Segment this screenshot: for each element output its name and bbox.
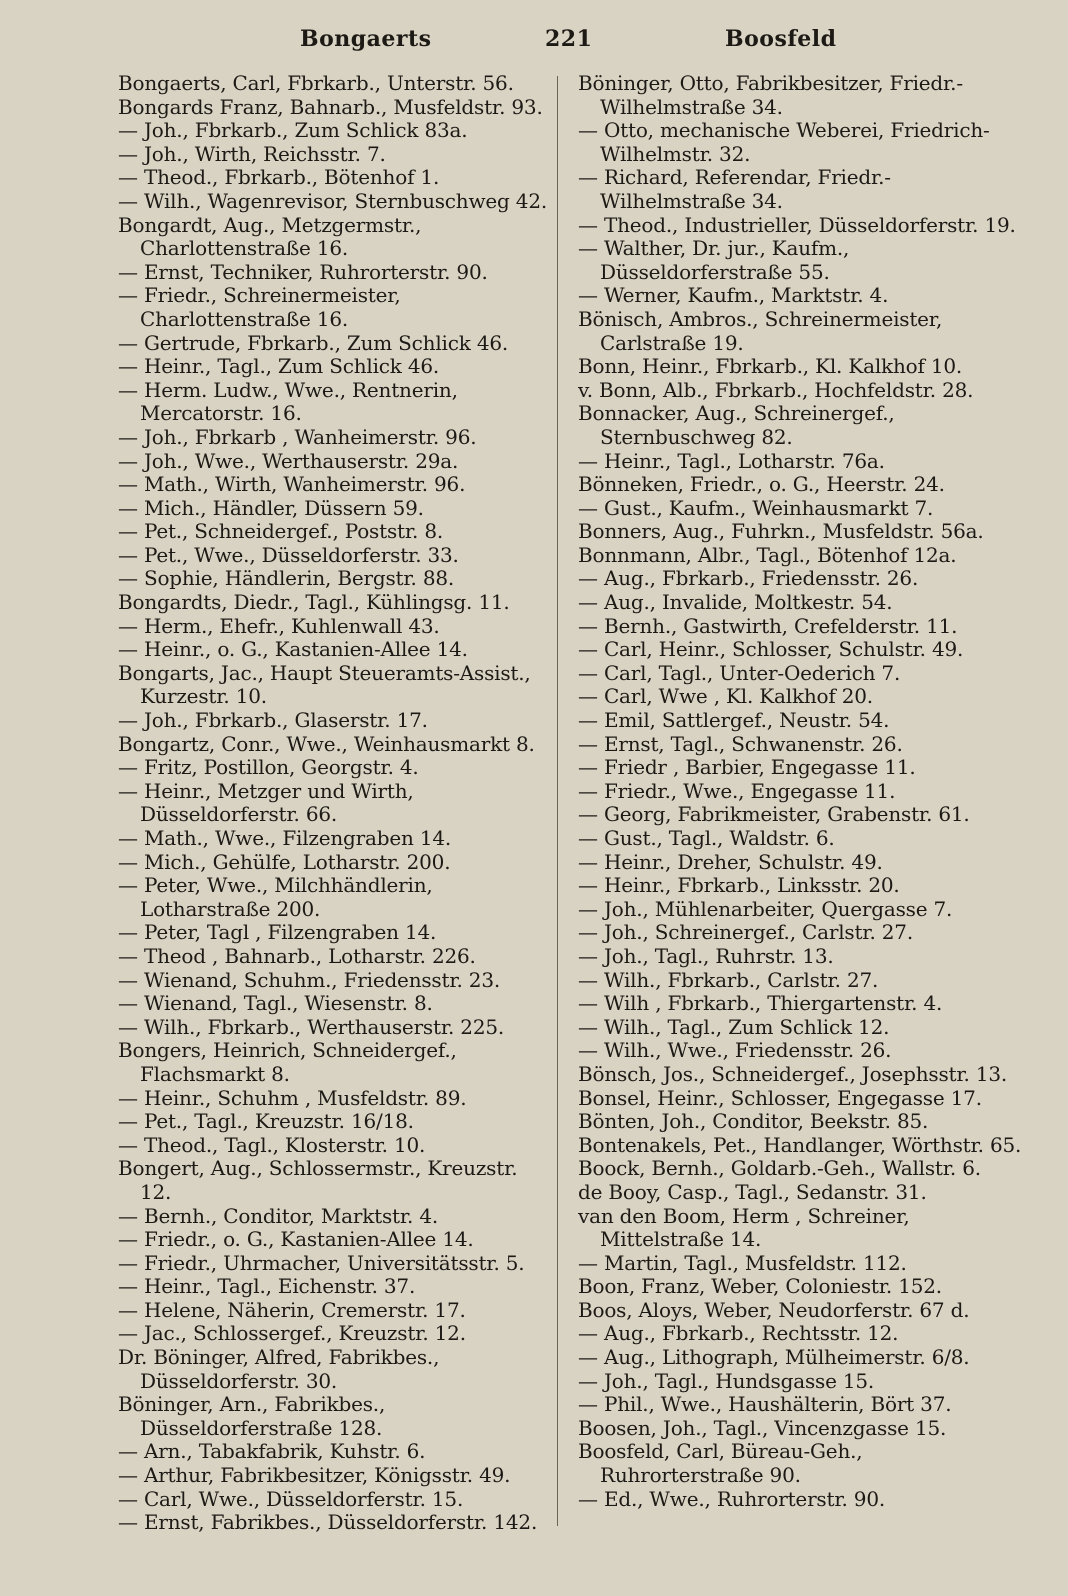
directory-entry: — Richard, Referendar, Friedr.-Wilhelmstraße 34.: [578, 165, 891, 213]
directory-entry: — Jac., Schlossergef., Kreuzstr. 12.: [118, 1321, 466, 1346]
directory-entry: — Walther, Dr. jur., Kaufm., Düsseldorferstraße 55.: [578, 236, 850, 284]
directory-entry: — Joh., Tagl., Hundsgasse 15.: [578, 1368, 875, 1393]
directory-entry: Bongarts, Jac., Haupt Steueramts-Assist., Kurzestr. 10.: [118, 660, 531, 709]
directory-entry: Bönisch, Ambros., Schreinermeister, Carlstraße 19.: [578, 306, 943, 355]
directory-entry: — Heinr., Metzger und Wirth, Düsseldorferstr. 66.: [118, 778, 414, 827]
column-divider: [557, 76, 558, 1526]
directory-entry: — Heinr., Fbrkarb., Linksstr. 20.: [578, 873, 900, 898]
directory-entry: — Emil, Sattlergef., Neustr. 54.: [578, 708, 890, 733]
left-column: [118, 72, 548, 1582]
directory-entry: — Wienand, Schuhm., Friedensstr. 23.: [118, 967, 501, 992]
directory-entry: — Friedr., Uhrmacher, Universitätsstr. 5.: [118, 1250, 525, 1275]
directory-entry: — Friedr., Wwe., Engegasse 11.: [578, 778, 896, 803]
directory-entry: — Heinr., o. G., Kastanien-Allee 14.: [118, 637, 468, 662]
directory-entry: v. Bonn, Alb., Fbrkarb., Hochfeldstr. 28.: [578, 377, 974, 402]
directory-entry: — Heinr., Tagl., Lotharstr. 76a.: [578, 448, 885, 473]
directory-entry: — Heinr., Schuhm , Musfeldstr. 89.: [118, 1085, 467, 1110]
directory-entry: Bonn, Heinr., Fbrkarb., Kl. Kalkhof 10.: [578, 354, 963, 379]
header-right-keyword: Boosfeld: [725, 26, 837, 52]
directory-entry: — Herm., Ehefr., Kuhlenwall 43.: [118, 613, 440, 638]
directory-entry: — Ernst, Techniker, Ruhrorterstr. 90.: [118, 259, 488, 284]
directory-entry: — Theod., Industrieller, Düsseldorferstr. 19.: [578, 212, 1016, 237]
directory-entry: — Carl, Tagl., Unter-Oederich 7.: [578, 660, 901, 685]
directory-entry: Bönsch, Jos., Schneidergef., Josephsstr. 13.: [578, 1061, 1008, 1086]
directory-entry: — Martin, Tagl., Musfeldstr. 112.: [578, 1250, 907, 1275]
directory-entry: — Math., Wwe., Filzengraben 14.: [118, 826, 452, 850]
directory-entry: — Pet., Wwe., Düsseldorferstr. 33.: [118, 542, 459, 567]
directory-entry: — Carl, Wwe , Kl. Kalkhof 20.: [578, 684, 873, 709]
directory-entry: — Wilh , Fbrkarb., Thiergartenstr. 4.: [578, 991, 943, 1016]
directory-entry: Bongers, Heinrich, Schneidergef., Flachsmarkt 8.: [118, 1038, 457, 1086]
directory-entry: — Joh., Fbrkarb , Wanheimerstr. 96.: [118, 424, 477, 449]
directory-entry: — Wilh., Fbrkarb., Carlstr. 27.: [578, 967, 879, 992]
directory-entry: — Heinr., Tagl., Eichenstr. 37.: [118, 1274, 416, 1299]
directory-entry: van den Boom, Herm , Schreiner, Mittelstraße 14.: [578, 1203, 910, 1252]
directory-entry: — Gust., Tagl., Waldstr. 6.: [578, 826, 835, 850]
right-column: [578, 72, 1023, 1582]
directory-entry: — Friedr., Schreinermeister, Charlottenstraße 16.: [118, 283, 401, 331]
directory-entry: Boock, Bernh., Goldarb.-Geh., Wallstr. 6.: [578, 1156, 981, 1181]
directory-entry: — Theod , Bahnarb., Lotharstr. 226.: [118, 943, 476, 968]
directory-entry: — Carl, Wwe., Düsseldorferstr. 15.: [118, 1486, 464, 1511]
directory-entry: Bongards Franz, Bahnarb., Musfeldstr. 93.: [118, 94, 543, 119]
directory-entry: — Carl, Heinr., Schlosser, Schulstr. 49.: [578, 637, 964, 662]
directory-entry: — Wilh., Tagl., Zum Schlick 12.: [578, 1014, 890, 1039]
directory-entry: — Bernh., Conditor, Marktstr. 4.: [118, 1203, 439, 1228]
directory-entry: — Aug., Fbrkarb., Friedensstr. 26.: [578, 566, 919, 591]
directory-entry: — Mich., Gehülfe, Lotharstr. 200.: [118, 849, 451, 874]
directory-entry: Bönten, Joh., Conditor, Beekstr. 85.: [578, 1109, 929, 1134]
directory-entry: — Joh., Tagl., Ruhrstr. 13.: [578, 943, 834, 968]
directory-entry: Bönneken, Friedr., o. G., Heerstr. 24.: [578, 472, 945, 497]
directory-entry: — Math., Wirth, Wanheimerstr. 96.: [118, 472, 466, 497]
directory-entry: — Theod., Tagl., Klosterstr. 10.: [118, 1132, 426, 1157]
directory-entry: — Otto, mechanische Weberei, Friedrich-Wilhelmstr. 32.: [578, 118, 990, 166]
directory-entry: Boosen, Joh., Tagl., Vincenzgasse 15.: [578, 1415, 947, 1440]
directory-entry: Bonnacker, Aug., Schreinergef., Sternbuschweg 82.: [578, 401, 895, 449]
directory-entry: — Wilh., Fbrkarb., Werthauserstr. 225.: [118, 1014, 505, 1039]
directory-entry: — Joh., Mühlenarbeiter, Quergasse 7.: [578, 896, 953, 921]
directory-entry: — Peter, Wwe., Milchhändlerin, Lotharstraße 200.: [118, 873, 433, 921]
directory-entry: Bongartz, Conr., Wwe., Weinhausmarkt 8.: [118, 731, 535, 756]
directory-entry: — Helene, Näherin, Cremerstr. 17.: [118, 1297, 466, 1322]
directory-entry: — Aug., Lithograph, Mülheimerstr. 6/8.: [578, 1345, 970, 1370]
directory-entry: — Wilh., Wagenrevisor, Sternbuschweg 42.: [118, 188, 548, 213]
directory-entry: — Arthur, Fabrikbesitzer, Königsstr. 49.: [118, 1463, 511, 1488]
directory-entry: — Aug., Fbrkarb., Rechtsstr. 12.: [578, 1321, 899, 1346]
directory-entry: — Georg, Fabrikmeister, Grabenstr. 61.: [578, 802, 970, 827]
directory-entry: — Friedr., o. G., Kastanien-Allee 14.: [118, 1227, 474, 1252]
directory-entry: — Arn., Tabakfabrik, Kuhstr. 6.: [118, 1439, 426, 1464]
directory-entry: Bonners, Aug., Fuhrkn., Musfeldstr. 56a.: [578, 519, 984, 544]
directory-entry: — Herm. Ludw., Wwe., Rentnerin, Mercatorstr. 16.: [118, 377, 458, 426]
page-header: [0, 26, 1068, 62]
directory-entry: — Joh., Fbrkarb., Zum Schlick 83a.: [118, 118, 468, 143]
directory-entry: Bongardts, Diedr., Tagl., Kühlingsg. 11.: [118, 590, 510, 615]
directory-entry: — Ernst, Fabrikbes., Düsseldorferstr. 142.: [118, 1510, 538, 1535]
directory-entry: — Aug., Invalide, Moltkestr. 54.: [578, 590, 893, 615]
directory-entry: — Joh., Fbrkarb., Glaserstr. 17.: [118, 708, 428, 733]
directory-entry: — Joh., Wirth, Reichsstr. 7.: [118, 141, 386, 166]
directory-entry: — Fritz, Postillon, Georgstr. 4.: [118, 755, 419, 780]
directory-entry: — Ed., Wwe., Ruhrorterstr. 90.: [578, 1486, 886, 1511]
directory-entry: — Phil., Wwe., Haushälterin, Bört 37.: [578, 1392, 952, 1417]
directory-entry: — Gertrude, Fbrkarb., Zum Schlick 46.: [118, 330, 509, 355]
directory-entry: Bonsel, Heinr., Schlosser, Engegasse 17.: [578, 1085, 982, 1110]
directory-entry: Böninger, Otto, Fabrikbesitzer, Friedr.-Wilhelmstraße 34.: [578, 72, 963, 119]
page-number: 221: [545, 26, 593, 52]
directory-entry: Dr. Böninger, Alfred, Fabrikbes., Düsseldorferstr. 30.: [118, 1345, 440, 1393]
directory-entry: — Pet., Schneidergef., Poststr. 8.: [118, 519, 444, 544]
directory-entry: — Joh., Schreinergef., Carlstr. 27.: [578, 920, 913, 945]
directory-entry: — Friedr , Barbier, Engegasse 11.: [578, 755, 916, 780]
directory-entry: Bonnmann, Albr., Tagl., Bötenhof 12a.: [578, 542, 957, 567]
directory-entry: — Wilh., Wwe., Friedensstr. 26.: [578, 1038, 892, 1063]
directory-entry: — Theod., Fbrkarb., Bötenhof 1.: [118, 165, 440, 190]
directory-entry: — Werner, Kaufm., Marktstr. 4.: [578, 283, 889, 308]
directory-entry: — Gust., Kaufm., Weinhausmarkt 7.: [578, 495, 934, 520]
header-left-keyword: Bongaerts: [300, 26, 432, 52]
directory-entry: — Heinr., Tagl., Zum Schlick 46.: [118, 354, 440, 379]
directory-entry: Bongert, Aug., Schlossermstr., Kreuzstr. 12.: [118, 1156, 518, 1204]
directory-entry: Bontenakels, Pet., Handlanger, Wörthstr. 65.: [578, 1132, 1022, 1157]
directory-entry: — Wienand, Tagl., Wiesenstr. 8.: [118, 991, 433, 1016]
directory-entry: — Sophie, Händlerin, Bergstr. 88.: [118, 566, 455, 591]
directory-entry: Boosfeld, Carl, Büreau-Geh., Ruhrorterstraße 90.: [578, 1439, 863, 1488]
directory-entry: — Ernst, Tagl., Schwanenstr. 26.: [578, 731, 903, 756]
directory-entry: — Heinr., Dreher, Schulstr. 49.: [578, 849, 883, 874]
directory-entry: — Pet., Tagl., Kreuzstr. 16/18.: [118, 1109, 414, 1134]
directory-entry: — Peter, Tagl , Filzengraben 14.: [118, 920, 437, 945]
directory-entry: Bongaerts, Carl, Fbrkarb., Unterstr. 56.: [118, 72, 514, 95]
directory-entry: — Mich., Händler, Düssern 59.: [118, 495, 424, 520]
directory-entry: — Bernh., Gastwirth, Crefelderstr. 11.: [578, 613, 958, 638]
directory-entry: Boon, Franz, Weber, Coloniestr. 152.: [578, 1274, 942, 1299]
directory-entry: de Booy, Casp., Tagl., Sedanstr. 31.: [578, 1179, 927, 1204]
directory-entry: Böninger, Arn., Fabrikbes., Düsseldorferstraße 128.: [118, 1392, 386, 1440]
directory-entry: — Joh., Wwe., Werthauserstr. 29a.: [118, 448, 459, 473]
directory-entry: Bongardt, Aug., Metzgermstr., Charlottenstraße 16.: [118, 212, 422, 261]
directory-entry: Boos, Aloys, Weber, Neudorferstr. 67 d.: [578, 1297, 970, 1322]
